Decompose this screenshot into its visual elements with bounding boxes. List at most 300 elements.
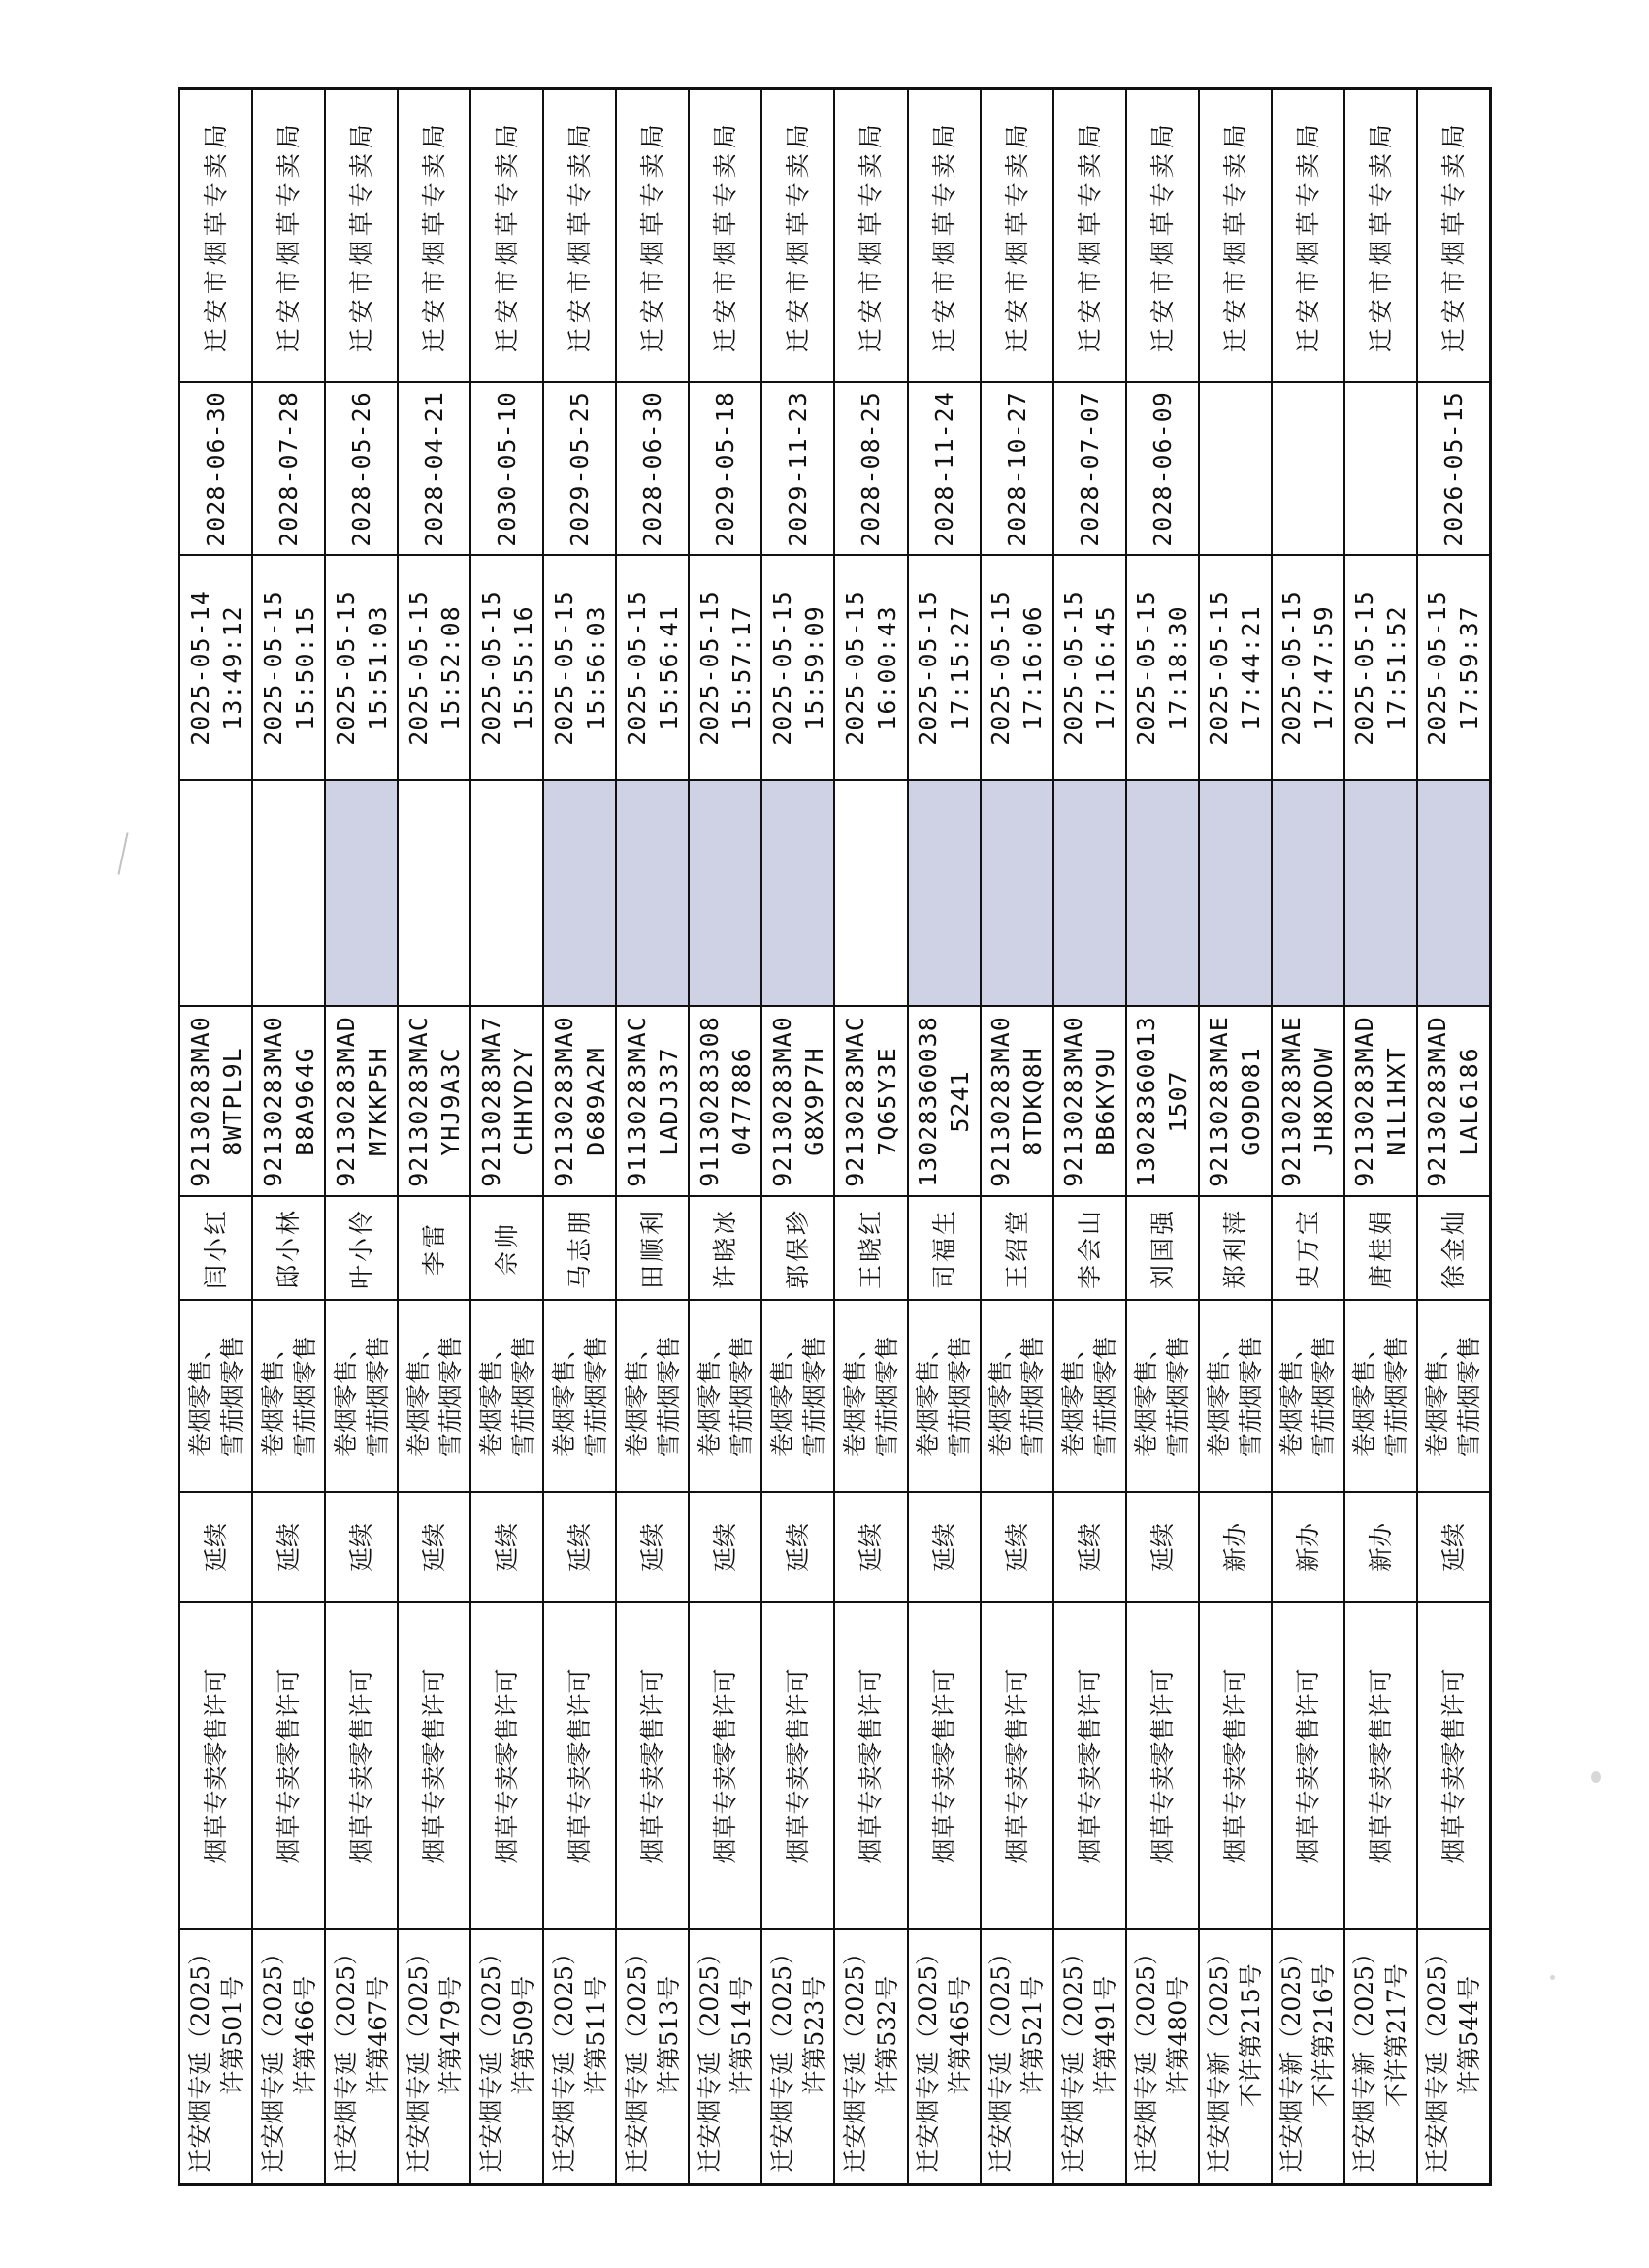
license-type-cell: 烟草专卖零售许可 (1126, 1603, 1199, 1930)
decision-date: 2025-05-15 (1350, 590, 1379, 746)
business-scope-line1: 卷烟零售、 (914, 1336, 943, 1458)
credit-code-line1: 92130283MA0 (986, 1016, 1016, 1187)
scan-speck (1591, 1771, 1600, 1783)
business-scope-cell (689, 1301, 761, 1493)
business-scope-line1: 卷烟零售、 (1277, 1336, 1307, 1458)
business-scope-line1: 卷烟零售、 (258, 1336, 287, 1458)
license-type-cell: 烟草专卖零售许可 (398, 1603, 470, 1930)
business-scope-line1: 卷烟零售、 (695, 1336, 724, 1458)
permit-number-line2: 许第467号 (363, 1975, 392, 2095)
issuing-authority-cell: 迁安市烟草专卖局 (689, 89, 761, 383)
decision-date: 2025-05-15 (840, 590, 869, 746)
license-type-cell: 烟草专卖零售许可 (908, 1603, 981, 1930)
shaded-blank-cell (908, 781, 981, 1007)
shaded-blank-cell (398, 781, 470, 1007)
issuing-authority-cell: 迁安市烟草专卖局 (616, 89, 689, 383)
decision-clock: 15:56:41 (654, 605, 683, 730)
shaded-blank-cell (543, 781, 616, 1007)
business-scope-line2: 雪茄烟零售 (1018, 1336, 1048, 1458)
table-row (834, 89, 907, 2185)
permit-number-cell (981, 1930, 1053, 2185)
credit-code-line1: 92130283MAC (840, 1016, 869, 1187)
credit-code-cell (470, 1007, 543, 1197)
action-cell: 新办 (1272, 1493, 1344, 1603)
permit-number-line1: 迁安烟专延（2025） (331, 1940, 360, 2173)
business-scope-cell (1272, 1301, 1344, 1493)
credit-code-line2: D689A2M (581, 1047, 610, 1156)
permit-number-line2: 许第501号 (217, 1975, 246, 2095)
issuing-authority-cell: 迁安市烟草专卖局 (1272, 89, 1344, 383)
license-type-cell: 烟草专卖零售许可 (325, 1603, 398, 1930)
permit-number-line1: 迁安烟专延（2025） (695, 1940, 724, 2173)
decision-clock: 15:55:16 (508, 605, 537, 730)
table-row (325, 89, 398, 2185)
valid-until-cell: 2028-07-07 (1053, 383, 1126, 556)
credit-code-line2: LADJ337 (654, 1047, 683, 1156)
decision-time-cell (252, 556, 325, 781)
decision-clock: 15:52:08 (436, 605, 465, 730)
decision-date: 2025-05-14 (185, 590, 214, 746)
business-scope-cell (1053, 1301, 1126, 1493)
table-row (398, 89, 470, 2185)
permit-number-cell (252, 1930, 325, 2185)
table-row (252, 89, 325, 2185)
permit-number-line1: 迁安烟专延（2025） (549, 1940, 578, 2173)
action-cell: 延续 (252, 1493, 325, 1603)
action-cell: 延续 (616, 1493, 689, 1603)
permit-number-line2: 许第514号 (727, 1975, 756, 2095)
holder-name-cell: 王晓红 (834, 1197, 907, 1301)
valid-until-cell (1344, 383, 1417, 556)
valid-until-cell: 2028-06-30 (616, 383, 689, 556)
business-scope-cell (1199, 1301, 1272, 1493)
decision-date: 2025-05-15 (404, 590, 433, 746)
permit-number-line1: 迁安烟专延（2025） (914, 1940, 943, 2173)
business-scope-line2: 雪茄烟零售 (581, 1336, 610, 1458)
permit-number-line1: 迁安烟专延（2025） (258, 1940, 287, 2173)
permit-number-line2: 许第509号 (508, 1975, 537, 2095)
valid-until-cell: 2028-06-30 (179, 383, 253, 556)
business-scope-line2: 雪茄烟零售 (1091, 1336, 1120, 1458)
credit-code-line2: 7Q65Y3E (872, 1047, 901, 1156)
business-scope-cell (179, 1301, 253, 1493)
business-scope-cell (616, 1301, 689, 1493)
permit-number-line2: 许第513号 (654, 1975, 683, 2095)
business-scope-line2: 雪茄烟零售 (436, 1336, 465, 1458)
decision-time-cell (1417, 556, 1491, 781)
credit-code-line2: YHJ9A3C (436, 1047, 465, 1156)
decision-date: 2025-05-15 (1205, 590, 1234, 746)
permit-number-line2: 许第521号 (1018, 1975, 1048, 2095)
permit-number-line1: 迁安烟专延（2025） (840, 1940, 869, 2173)
credit-code-line2: 8WTPL9L (217, 1047, 246, 1156)
holder-name-cell: 刘国强 (1126, 1197, 1199, 1301)
business-scope-cell (834, 1301, 907, 1493)
business-scope-line2: 雪茄烟零售 (1382, 1336, 1411, 1458)
valid-until-cell: 2029-05-25 (543, 383, 616, 556)
permit-number-cell (761, 1930, 834, 2185)
license-type-cell: 烟草专卖零售许可 (1272, 1603, 1344, 1930)
permit-number-cell (1344, 1930, 1417, 2185)
decision-time-cell (1199, 556, 1272, 781)
table-row (470, 89, 543, 2185)
table-row (761, 89, 834, 2185)
business-scope-cell (908, 1301, 981, 1493)
valid-until-cell: 2028-11-24 (908, 383, 981, 556)
holder-name-cell: 闫小红 (179, 1197, 253, 1301)
permit-number-line1: 迁安烟专延（2025） (986, 1940, 1016, 2173)
shaded-blank-cell (1126, 781, 1199, 1007)
credit-code-line2: JH8XDOW (1310, 1047, 1339, 1156)
business-scope-line2: 雪茄烟零售 (290, 1336, 319, 1458)
valid-until-cell: 2028-06-09 (1126, 383, 1199, 556)
business-scope-line1: 卷烟零售、 (1132, 1336, 1161, 1458)
license-type-cell: 烟草专卖零售许可 (252, 1603, 325, 1930)
table-row (616, 89, 689, 2185)
credit-code-line2: LAL6186 (1455, 1047, 1484, 1156)
shaded-blank-cell (325, 781, 398, 1007)
decision-date: 2025-05-15 (549, 590, 578, 746)
credit-code-cell (1417, 1007, 1491, 1197)
decision-date: 2025-05-15 (986, 590, 1016, 746)
decision-clock: 13:49:12 (217, 605, 246, 730)
business-scope-line2: 雪茄烟零售 (1164, 1336, 1193, 1458)
shaded-blank-cell (981, 781, 1053, 1007)
holder-name-cell: 司福生 (908, 1197, 981, 1301)
credit-code-line1: 13028360013 (1132, 1016, 1161, 1187)
action-cell: 延续 (1126, 1493, 1199, 1603)
holder-name-cell: 李雷 (398, 1197, 470, 1301)
action-cell: 延续 (981, 1493, 1053, 1603)
shaded-blank-cell (1053, 781, 1126, 1007)
business-scope-line1: 卷烟零售、 (185, 1336, 214, 1458)
license-type-cell: 烟草专卖零售许可 (1417, 1603, 1491, 1930)
credit-code-line2: GO9D081 (1237, 1047, 1266, 1156)
issuing-authority-cell: 迁安市烟草专卖局 (252, 89, 325, 383)
permit-number-line1: 迁安烟专延（2025） (404, 1940, 433, 2173)
credit-code-line1: 92130283MA7 (476, 1016, 505, 1187)
action-cell: 延续 (834, 1493, 907, 1603)
credit-code-cell (1199, 1007, 1272, 1197)
decision-clock: 17:18:30 (1164, 605, 1193, 730)
credit-code-line1: 92130283MAD (1350, 1016, 1379, 1187)
business-scope-cell (1344, 1301, 1417, 1493)
decision-time-cell (398, 556, 470, 781)
permit-number-line2: 许第532号 (872, 1975, 901, 2095)
business-scope-cell (1126, 1301, 1199, 1493)
decision-clock: 16:00:43 (872, 605, 901, 730)
decision-time-cell (1126, 556, 1199, 781)
credit-code-line2: B8A964G (290, 1047, 319, 1156)
business-scope-cell (1417, 1301, 1491, 1493)
valid-until-cell: 2026-05-15 (1417, 383, 1491, 556)
business-scope-line2: 雪茄烟零售 (799, 1336, 828, 1458)
action-cell: 新办 (1199, 1493, 1272, 1603)
permit-number-line1: 迁安烟专新（2025） (1350, 1940, 1379, 2173)
business-scope-line1: 卷烟零售、 (404, 1336, 433, 1458)
decision-date: 2025-05-15 (476, 590, 505, 746)
permit-number-cell (398, 1930, 470, 2185)
license-type-cell: 烟草专卖零售许可 (981, 1603, 1053, 1930)
permit-number-line2: 许第465号 (946, 1975, 975, 2095)
action-cell: 延续 (1417, 1493, 1491, 1603)
action-cell: 延续 (543, 1493, 616, 1603)
credit-code-cell (179, 1007, 253, 1197)
credit-code-line1: 92130283MA0 (1059, 1016, 1088, 1187)
license-type-cell: 烟草专卖零售许可 (1344, 1603, 1417, 1930)
permit-number-line2: 许第480号 (1164, 1975, 1193, 2095)
business-scope-line1: 卷烟零售、 (331, 1336, 360, 1458)
business-scope-cell (543, 1301, 616, 1493)
table-body (179, 89, 1491, 2185)
credit-code-line2: BB6KY9U (1091, 1047, 1120, 1156)
business-scope-line2: 雪茄烟零售 (1455, 1336, 1484, 1458)
permit-number-cell (908, 1930, 981, 2185)
business-scope-cell (470, 1301, 543, 1493)
decision-clock: 15:59:09 (799, 605, 828, 730)
holder-name-cell: 郑利萍 (1199, 1197, 1272, 1301)
business-scope-line1: 卷烟零售、 (986, 1336, 1016, 1458)
credit-code-cell (1053, 1007, 1126, 1197)
table-row (908, 89, 981, 2185)
permit-number-line1: 迁安烟专新（2025） (1277, 1940, 1307, 2173)
business-scope-line2: 雪茄烟零售 (508, 1336, 537, 1458)
business-scope-line1: 卷烟零售、 (476, 1336, 505, 1458)
valid-until-cell: 2030-05-10 (470, 383, 543, 556)
license-type-cell: 烟草专卖零售许可 (543, 1603, 616, 1930)
credit-code-cell (543, 1007, 616, 1197)
action-cell: 延续 (325, 1493, 398, 1603)
credit-code-line2: 1507 (1164, 1070, 1193, 1133)
credit-code-cell (616, 1007, 689, 1197)
issuing-authority-cell: 迁安市烟草专卖局 (761, 89, 834, 383)
decision-clock: 15:51:03 (363, 605, 392, 730)
action-cell: 延续 (1053, 1493, 1126, 1603)
decision-clock: 17:47:59 (1310, 605, 1339, 730)
shaded-blank-cell (179, 781, 253, 1007)
decision-date: 2025-05-15 (331, 590, 360, 746)
valid-until-cell: 2029-05-18 (689, 383, 761, 556)
permit-number-line2: 许第544号 (1455, 1975, 1484, 2095)
business-scope-line1: 卷烟零售、 (1350, 1336, 1379, 1458)
credit-code-line1: 92130283MA0 (185, 1016, 214, 1187)
permit-number-cell (616, 1930, 689, 2185)
decision-date: 2025-05-15 (695, 590, 724, 746)
action-cell: 新办 (1344, 1493, 1417, 1603)
issuing-authority-cell: 迁安市烟草专卖局 (908, 89, 981, 383)
credit-code-line1: 92130283MAE (1205, 1016, 1234, 1187)
license-type-cell: 烟草专卖零售许可 (1053, 1603, 1126, 1930)
issuing-authority-cell: 迁安市烟草专卖局 (543, 89, 616, 383)
valid-until-cell (1272, 383, 1344, 556)
permit-number-line2: 许第479号 (436, 1975, 465, 2095)
issuing-authority-cell: 迁安市烟草专卖局 (398, 89, 470, 383)
credit-code-line1: 91130283MAC (622, 1016, 651, 1187)
shaded-blank-cell (252, 781, 325, 1007)
valid-until-cell: 2028-10-27 (981, 383, 1053, 556)
decision-clock: 15:57:17 (727, 605, 756, 730)
credit-code-cell (761, 1007, 834, 1197)
business-scope-line1: 卷烟零售、 (1423, 1336, 1452, 1458)
permit-number-line1: 迁安烟专新（2025） (1205, 1940, 1234, 2173)
issuing-authority-cell: 迁安市烟草专卖局 (1053, 89, 1126, 383)
decision-clock: 17:59:37 (1455, 605, 1484, 730)
credit-code-cell (1344, 1007, 1417, 1197)
business-scope-line1: 卷烟零售、 (622, 1336, 651, 1458)
credit-code-cell (325, 1007, 398, 1197)
action-cell: 延续 (179, 1493, 253, 1603)
decision-clock: 17:15:27 (946, 605, 975, 730)
credit-code-line1: 92130283MAD (1423, 1016, 1452, 1187)
credit-code-line1: 92130283MA0 (258, 1016, 287, 1187)
credit-code-line1: 92130283MAD (331, 1016, 360, 1187)
business-scope-line2: 雪茄烟零售 (727, 1336, 756, 1458)
table-row (543, 89, 616, 2185)
shaded-blank-cell (689, 781, 761, 1007)
business-scope-line1: 卷烟零售、 (549, 1336, 578, 1458)
credit-code-line2: 0477886 (727, 1047, 756, 1156)
credit-code-cell (252, 1007, 325, 1197)
holder-name-cell: 郭保珍 (761, 1197, 834, 1301)
issuing-authority-cell: 迁安市烟草专卖局 (1344, 89, 1417, 383)
decision-date: 2025-05-15 (767, 590, 796, 746)
business-scope-line1: 卷烟零售、 (1205, 1336, 1234, 1458)
permit-number-cell (834, 1930, 907, 2185)
credit-code-line1: 91130283308 (695, 1016, 724, 1187)
decision-time-cell (179, 556, 253, 781)
decision-date: 2025-05-15 (1423, 590, 1452, 746)
permit-number-cell (1199, 1930, 1272, 2185)
business-scope-line2: 雪茄烟零售 (872, 1336, 901, 1458)
issuing-authority-cell: 迁安市烟草专卖局 (470, 89, 543, 383)
valid-until-cell: 2028-05-26 (325, 383, 398, 556)
holder-name-cell: 唐桂娟 (1344, 1197, 1417, 1301)
holder-name-cell: 李会山 (1053, 1197, 1126, 1301)
license-type-cell: 烟草专卖零售许可 (616, 1603, 689, 1930)
shaded-blank-cell (1344, 781, 1417, 1007)
shaded-blank-cell (834, 781, 907, 1007)
decision-clock: 17:44:21 (1237, 605, 1266, 730)
credit-code-line2: 5241 (946, 1070, 975, 1133)
table-row (1053, 89, 1126, 2185)
issuing-authority-cell: 迁安市烟草专卖局 (325, 89, 398, 383)
decision-clock: 17:51:52 (1382, 605, 1411, 730)
decision-time-cell (908, 556, 981, 781)
permit-number-cell (1272, 1930, 1344, 2185)
license-type-cell: 烟草专卖零售许可 (470, 1603, 543, 1930)
business-scope-cell (252, 1301, 325, 1493)
decision-date: 2025-05-15 (1277, 590, 1307, 746)
credit-code-cell (398, 1007, 470, 1197)
decision-time-cell (689, 556, 761, 781)
permit-number-line2: 许第466号 (290, 1975, 319, 2095)
shaded-blank-cell (1417, 781, 1491, 1007)
decision-date: 2025-05-15 (1132, 590, 1161, 746)
issuing-authority-cell: 迁安市烟草专卖局 (834, 89, 907, 383)
decision-clock: 15:50:15 (290, 605, 319, 730)
issuing-authority-cell: 迁安市烟草专卖局 (981, 89, 1053, 383)
credit-code-cell (834, 1007, 907, 1197)
permit-number-line2: 不许第216号 (1310, 1963, 1339, 2108)
valid-until-cell: 2029-11-23 (761, 383, 834, 556)
holder-name-cell: 马志朋 (543, 1197, 616, 1301)
permit-number-line2: 许第511号 (581, 1975, 610, 2095)
table-row (1272, 89, 1344, 2185)
table-row (1344, 89, 1417, 2185)
business-scope-line1: 卷烟零售、 (1059, 1336, 1088, 1458)
business-scope-line2: 雪茄烟零售 (363, 1336, 392, 1458)
table-row (179, 89, 253, 2185)
credit-code-line2: 8TDKQ8H (1018, 1047, 1048, 1156)
scan-speck (1550, 1975, 1555, 1980)
credit-code-cell (981, 1007, 1053, 1197)
issuing-authority-cell: 迁安市烟草专卖局 (1417, 89, 1491, 383)
permit-number-line2: 不许第217号 (1382, 1963, 1411, 2108)
holder-name-cell: 田顺利 (616, 1197, 689, 1301)
business-scope-line1: 卷烟零售、 (767, 1336, 796, 1458)
permit-number-cell (689, 1930, 761, 2185)
permit-number-cell (1417, 1930, 1491, 2185)
table-row (1126, 89, 1199, 2185)
shaded-blank-cell (1272, 781, 1344, 1007)
holder-name-cell: 许晓冰 (689, 1197, 761, 1301)
action-cell: 延续 (398, 1493, 470, 1603)
credit-code-line2: N1L1HXT (1382, 1047, 1411, 1156)
valid-until-cell (1199, 383, 1272, 556)
license-type-cell: 烟草专卖零售许可 (179, 1603, 253, 1930)
business-scope-cell (761, 1301, 834, 1493)
permit-number-line1: 迁安烟专延（2025） (622, 1940, 651, 2173)
decision-time-cell (1053, 556, 1126, 781)
permit-number-line2: 许第523号 (799, 1975, 828, 2095)
credit-code-line1: 92130283MAC (404, 1016, 433, 1187)
business-scope-line2: 雪茄烟零售 (654, 1336, 683, 1458)
credit-code-line1: 92130283MA0 (767, 1016, 796, 1187)
shaded-blank-cell (470, 781, 543, 1007)
license-table (178, 87, 1492, 2186)
business-scope-cell (398, 1301, 470, 1493)
valid-until-cell: 2028-08-25 (834, 383, 907, 556)
business-scope-line2: 雪茄烟零售 (217, 1336, 246, 1458)
decision-time-cell (981, 556, 1053, 781)
decision-time-cell (543, 556, 616, 781)
license-type-cell: 烟草专卖零售许可 (1199, 1603, 1272, 1930)
holder-name-cell: 王绍堂 (981, 1197, 1053, 1301)
decision-time-cell (1344, 556, 1417, 781)
shaded-blank-cell (1199, 781, 1272, 1007)
decision-date: 2025-05-15 (914, 590, 943, 746)
shaded-blank-cell (761, 781, 834, 1007)
business-scope-cell (325, 1301, 398, 1493)
table-row (689, 89, 761, 2185)
decision-date: 2025-05-15 (1059, 590, 1088, 746)
permit-number-cell (543, 1930, 616, 2185)
decision-time-cell (834, 556, 907, 781)
shaded-blank-cell (616, 781, 689, 1007)
decision-time-cell (325, 556, 398, 781)
rotated-table-container (178, 90, 1492, 2186)
decision-time-cell (470, 556, 543, 781)
business-scope-line2: 雪茄烟零售 (1237, 1336, 1266, 1458)
business-scope-line2: 雪茄烟零售 (1310, 1336, 1339, 1458)
credit-code-cell (1272, 1007, 1344, 1197)
credit-code-cell (1126, 1007, 1199, 1197)
issuing-authority-cell: 迁安市烟草专卖局 (1126, 89, 1199, 383)
permit-number-cell (325, 1930, 398, 2185)
business-scope-line2: 雪茄烟零售 (946, 1336, 975, 1458)
permit-number-line1: 迁安烟专延（2025） (767, 1940, 796, 2173)
credit-code-line2: G8X9P7H (799, 1047, 828, 1156)
